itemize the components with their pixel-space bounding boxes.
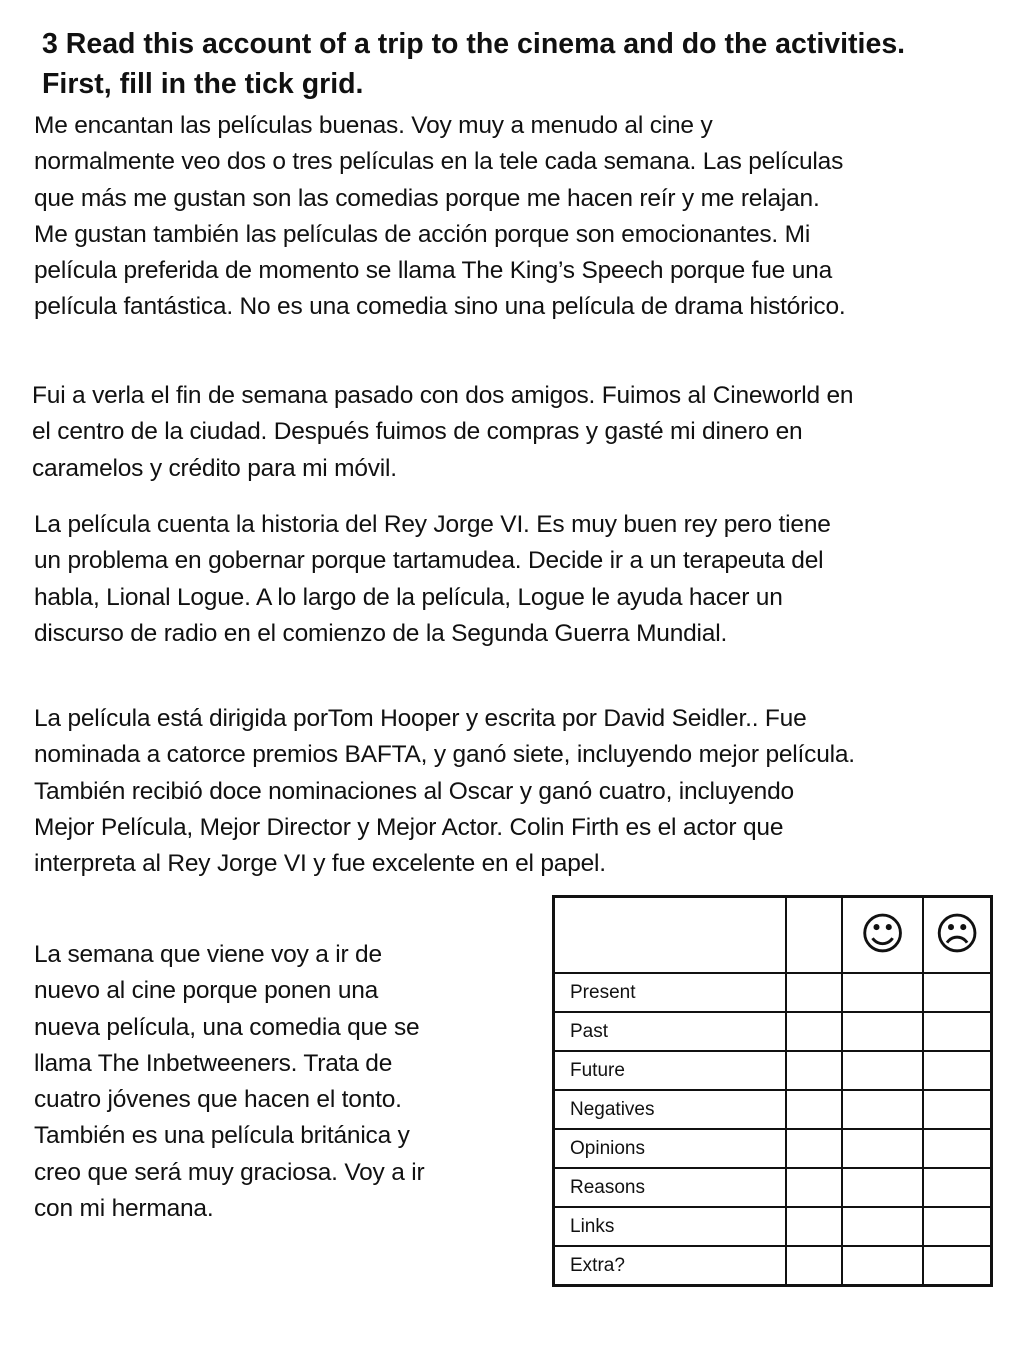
- text-line: que más me gustan son las comedias porque me hacen reír y me relajan.: [34, 184, 820, 212]
- tick-cell[interactable]: [786, 1051, 842, 1090]
- text-line: La película cuenta la historia del Rey Jorge VI. Es muy buen rey pero tiene: [34, 511, 831, 538]
- text-line: habla, Lional Logue. A lo largo de la película, Logue le ayuda hacer un: [34, 583, 783, 611]
- tick-cell[interactable]: [923, 973, 992, 1012]
- tick-grid-row-label: Opinions: [554, 1129, 787, 1168]
- tick-grid-row: [554, 1090, 992, 1129]
- text-line: Mejor Película, Mejor Director y Mejor Actor. Colin Firth es el actor que: [34, 813, 784, 841]
- tick-cell[interactable]: [786, 1168, 842, 1207]
- title-line-1: 3 Read this account of a trip to the cinema and do the activities.: [42, 28, 906, 60]
- tick-cell[interactable]: [842, 1090, 923, 1129]
- tick-cell[interactable]: [923, 1051, 992, 1090]
- tick-cell[interactable]: [786, 1246, 842, 1286]
- text-line: interpreta al Rey Jorge VI y fue excelente en el papel.: [34, 850, 606, 878]
- tick-grid-header-smiley: [842, 897, 923, 974]
- tick-grid-header-frown: [923, 897, 992, 974]
- text-line: llama The Inbetweeners. Trata de: [34, 1049, 393, 1077]
- frowning-face-icon: ☹: [934, 909, 980, 960]
- tick-grid-row: [554, 1207, 992, 1246]
- text-line: La semana que viene voy a ir de: [34, 941, 382, 968]
- tick-cell[interactable]: [842, 973, 923, 1012]
- paragraph-cinema-trip: [32, 378, 992, 487]
- tick-cell[interactable]: [842, 1207, 923, 1246]
- text-line: Fui a verla el fin de semana pasado con dos amigos. Fuimos al Cineworld en: [32, 382, 854, 409]
- tick-grid-row-label: Future: [554, 1051, 787, 1090]
- paragraph-next-week: [34, 937, 504, 1227]
- text-line: el centro de la ciudad. Después fuimos de compras y gasté mi dinero en: [32, 418, 803, 446]
- text-line: película fantástica. No es una comedia sino una película de drama histórico.: [34, 293, 846, 321]
- tick-grid-header-row: [554, 897, 992, 974]
- tick-cell[interactable]: [923, 1246, 992, 1286]
- text-line: Me gustan también las películas de acción porque son emocionantes. Mi: [34, 220, 811, 248]
- tick-grid-row: [554, 1168, 992, 1207]
- tick-grid-header-label: [554, 897, 787, 974]
- tick-cell[interactable]: [842, 1246, 923, 1286]
- paragraph-film-awards: [34, 701, 994, 882]
- activity-title: [42, 24, 1002, 104]
- paragraph-favourite-films: [34, 108, 994, 326]
- tick-grid-row-label: Extra?: [554, 1246, 787, 1286]
- tick-grid-row: [554, 1129, 992, 1168]
- text-line: La película está dirigida porTom Hooper y escrita por David Seidler.. Fue: [34, 705, 807, 732]
- tick-grid-row: [554, 973, 992, 1012]
- text-line: un problema en gobernar porque tartamudea. Decide ir a un terapeuta del: [34, 547, 824, 575]
- smiley-face-icon: ☺: [859, 909, 906, 960]
- tick-grid-row-label: Links: [554, 1207, 787, 1246]
- tick-cell[interactable]: [786, 1012, 842, 1051]
- tick-cell[interactable]: [842, 1129, 923, 1168]
- text-line: nueva película, una comedia que se: [34, 1013, 420, 1041]
- text-line: discurso de radio en el comienzo de la Segunda Guerra Mundial.: [34, 619, 728, 647]
- text-line: creo que será muy graciosa. Voy a ir: [34, 1158, 425, 1186]
- tick-cell[interactable]: [923, 1207, 992, 1246]
- tick-cell[interactable]: [923, 1090, 992, 1129]
- tick-grid-row-label: Negatives: [554, 1090, 787, 1129]
- text-line: También es una película británica y: [34, 1122, 410, 1150]
- tick-grid-row-label: Present: [554, 973, 787, 1012]
- tick-grid-header-blank: [786, 897, 842, 974]
- tick-cell[interactable]: [842, 1012, 923, 1051]
- tick-cell[interactable]: [923, 1168, 992, 1207]
- tick-grid-row-label: Past: [554, 1012, 787, 1051]
- tick-cell[interactable]: [786, 1207, 842, 1246]
- tick-grid-row: [554, 1012, 992, 1051]
- title-line-2: First, fill in the tick grid.: [42, 68, 364, 100]
- tick-cell[interactable]: [786, 973, 842, 1012]
- tick-cell[interactable]: [923, 1129, 992, 1168]
- tick-grid-row: [554, 1051, 992, 1090]
- text-line: película preferida de momento se llama The King’s Speech porque fue una: [34, 257, 832, 285]
- text-line: caramelos y crédito para mi móvil.: [32, 454, 397, 482]
- text-line: con mi hermana.: [34, 1195, 214, 1223]
- paragraph-film-plot: [34, 507, 994, 652]
- text-line: normalmente veo dos o tres películas en la tele cada semana. Las películas: [34, 148, 844, 176]
- text-line: También recibió doce nominaciones al Oscar y ganó cuatro, incluyendo: [34, 777, 794, 805]
- tick-grid-row: [554, 1246, 992, 1286]
- text-line: cuatro jóvenes que hacen el tonto.: [34, 1086, 402, 1114]
- text-line: Me encantan las películas buenas. Voy muy a menudo al cine y: [34, 112, 713, 139]
- tick-grid: [552, 895, 993, 1287]
- text-line: nuevo al cine porque ponen una: [34, 977, 379, 1005]
- tick-cell[interactable]: [842, 1051, 923, 1090]
- tick-cell[interactable]: [786, 1090, 842, 1129]
- text-line: nominada a catorce premios BAFTA, y ganó siete, incluyendo mejor película.: [34, 741, 855, 769]
- tick-grid-row-label: Reasons: [554, 1168, 787, 1207]
- tick-cell[interactable]: [923, 1012, 992, 1051]
- tick-cell[interactable]: [786, 1129, 842, 1168]
- tick-cell[interactable]: [842, 1168, 923, 1207]
